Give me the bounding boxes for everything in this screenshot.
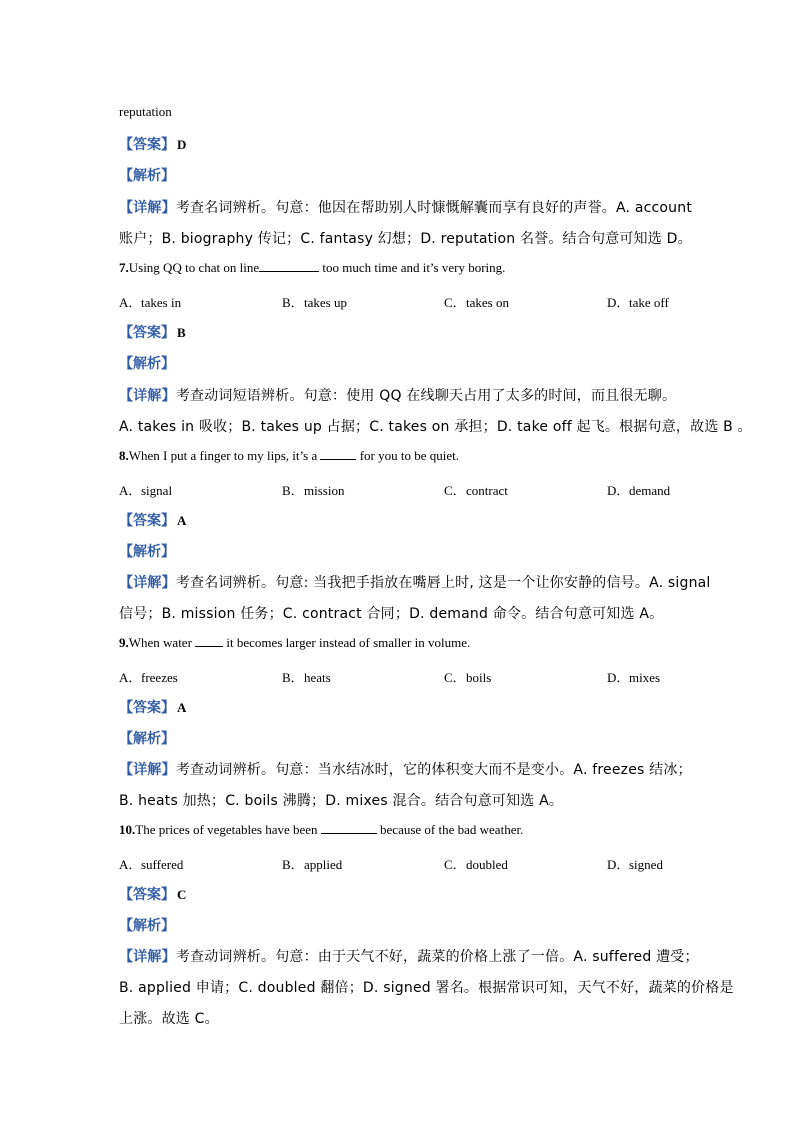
option-text: signed [629, 857, 663, 872]
top-line: reputation [119, 104, 172, 119]
option-letter: B． [282, 483, 304, 498]
q10-detail-line-3: 上涨。故选 C。 [119, 1011, 219, 1027]
q7-answer: B [177, 325, 186, 340]
q9-detail-text-1: 考查动词辨析。句意：当水结冰时，它的体积变大而不是变小。A. freezes 结冰； [175, 762, 692, 778]
q10-number: 10. [119, 822, 136, 837]
option-letter: C． [444, 670, 466, 685]
answer-label: 【答案】 [119, 700, 175, 716]
answer-label: 【答案】 [119, 887, 175, 903]
q8-blank [320, 448, 356, 460]
q7-stem-b: too much time and it’s very boring. [319, 260, 506, 275]
option-letter: D． [607, 483, 630, 498]
q6-detail-line-1 [119, 197, 692, 217]
q10-answer: C [177, 887, 187, 902]
option-text: takes in [141, 295, 182, 310]
q9-stem-b: it becomes larger instead of smaller in volume. [223, 635, 471, 650]
detail-label: 【详解】 [119, 575, 176, 591]
q10-stem-b: because of the bad weather. [376, 822, 524, 837]
q9-option-d[interactable] [607, 667, 660, 686]
q7-option-d[interactable] [607, 292, 669, 311]
q8-stem [119, 448, 459, 464]
q9-answer: A [177, 700, 187, 715]
option-letter: C． [444, 857, 466, 872]
q9-detail-line-1 [119, 759, 692, 779]
q8-answer-row [119, 510, 186, 530]
option-letter: D． [607, 670, 630, 685]
option-letter: B． [282, 857, 304, 872]
option-letter: D． [607, 857, 630, 872]
q8-option-b[interactable] [282, 480, 344, 499]
q8-option-d[interactable] [607, 480, 670, 499]
option-text: mission [304, 483, 345, 498]
q8-option-a[interactable] [119, 480, 172, 499]
option-text: boils [466, 670, 492, 685]
q10-stem [119, 822, 523, 838]
q10-option-b[interactable] [282, 854, 342, 873]
option-letter: A． [119, 483, 142, 498]
option-letter: A． [119, 670, 142, 685]
detail-label: 【详解】 [119, 762, 176, 778]
q7-detail-text-1: 考查动词短语辨析。句意：使用 QQ 在线聊天占用了太多的时间，而且很无聊。 [175, 388, 677, 404]
q6-detail-line-2: 账户；B. biography 传记；C. fantasy 幻想；D. reputation 名誉。结合句意可知选 D。 [119, 231, 692, 247]
option-text: demand [629, 483, 671, 498]
q10-option-a[interactable] [119, 854, 183, 873]
q8-stem-a: When I put a finger to my lips, it’s a [128, 448, 321, 463]
q8-answer: A [177, 513, 187, 528]
option-text: take off [629, 295, 669, 310]
q9-option-b[interactable] [282, 667, 331, 686]
q7-detail-line-1 [119, 385, 676, 405]
q8-number: 8. [119, 448, 129, 463]
option-letter: B． [282, 670, 304, 685]
q6-answer-row [119, 134, 186, 154]
q8-option-c[interactable] [444, 480, 508, 499]
q8-detail-text-1: 考查名词辨析。句意: 当我把手指放在嘴唇上时, 这是一个让你安静的信号。A. signal [175, 575, 711, 591]
q7-detail-line-2: A. takes in 吸收；B. takes up 占据；C. takes on 承担；D. take off 起飞。根据句意，故选 B 。 [119, 419, 752, 435]
answer-label: 【答案】 [119, 137, 175, 153]
q10-blank [321, 822, 377, 834]
q9-stem [119, 635, 470, 651]
q8-detail-line-1 [119, 572, 711, 592]
q10-option-d[interactable] [607, 854, 663, 873]
q7-option-c[interactable] [444, 292, 509, 311]
q10-option-c[interactable] [444, 854, 508, 873]
q7-option-b[interactable] [282, 292, 347, 311]
q9-stem-a: When water [128, 635, 196, 650]
analysis-label: 【解析】 [119, 356, 175, 372]
option-letter: D． [607, 295, 630, 310]
answer-label: 【答案】 [119, 513, 175, 529]
q8-stem-b: for you to be quiet. [356, 448, 460, 463]
q8-detail-line-2: 信号；B. mission 任务；C. contract 合同；D. demand 命令。结合句意可知选 A。 [119, 606, 664, 622]
detail-label: 【详解】 [119, 388, 176, 404]
option-text: doubled [466, 857, 508, 872]
q7-option-a[interactable] [119, 292, 181, 311]
q9-detail-line-2: B. heats 加热；C. boils 沸腾；D. mixes 混合。结合句意可知选 A。 [119, 793, 564, 809]
q10-analysis-row [119, 915, 175, 935]
analysis-label: 【解析】 [119, 544, 175, 560]
q9-analysis-row [119, 728, 175, 748]
analysis-label: 【解析】 [119, 168, 175, 184]
q7-analysis-row [119, 353, 175, 373]
option-text: contract [466, 483, 508, 498]
q7-number: 7. [119, 260, 129, 275]
q10-detail-text-1: 考查动词辨析。句意：由于天气不好，蔬菜的价格上涨了一倍。A. suffered 遭受； [175, 949, 699, 965]
option-text: applied [304, 857, 343, 872]
q9-number: 9. [119, 635, 129, 650]
answer-label: 【答案】 [119, 325, 175, 341]
q7-blank [259, 260, 319, 272]
q9-blank [195, 635, 223, 647]
q6-analysis-row [119, 165, 175, 185]
q7-stem [119, 260, 505, 276]
analysis-label: 【解析】 [119, 731, 175, 747]
option-letter: C． [444, 483, 466, 498]
option-text: takes up [304, 295, 347, 310]
q10-detail-line-2: B. applied 申请；C. doubled 翻倍；D. signed 署名。根据常识可知，天气不好，蔬菜的价格是 [119, 980, 734, 996]
q9-option-c[interactable] [444, 667, 491, 686]
option-letter: A． [119, 295, 142, 310]
q10-detail-line-1 [119, 946, 699, 966]
detail-label: 【详解】 [119, 200, 176, 216]
option-letter: C． [444, 295, 466, 310]
option-text: heats [304, 670, 331, 685]
q7-stem-a: Using QQ to chat on line [128, 260, 260, 275]
option-text: suffered [141, 857, 184, 872]
q10-answer-row [119, 884, 186, 904]
option-text: freezes [141, 670, 178, 685]
q9-option-a[interactable] [119, 667, 178, 686]
option-letter: B． [282, 295, 304, 310]
option-text: takes on [466, 295, 509, 310]
q10-stem-a: The prices of vegetables have been [135, 822, 321, 837]
q8-analysis-row [119, 541, 175, 561]
q9-answer-row [119, 697, 186, 717]
option-text: mixes [629, 670, 661, 685]
q6-detail-text-1: 考查名词辨析。句意：他因在帮助别人时慷慨解囊而享有良好的声誉。A. account [175, 200, 693, 216]
detail-label: 【详解】 [119, 949, 176, 965]
option-text: signal [141, 483, 173, 498]
analysis-label: 【解析】 [119, 918, 175, 934]
q6-answer: D [177, 137, 187, 152]
option-letter: A． [119, 857, 142, 872]
q7-answer-row [119, 322, 186, 342]
